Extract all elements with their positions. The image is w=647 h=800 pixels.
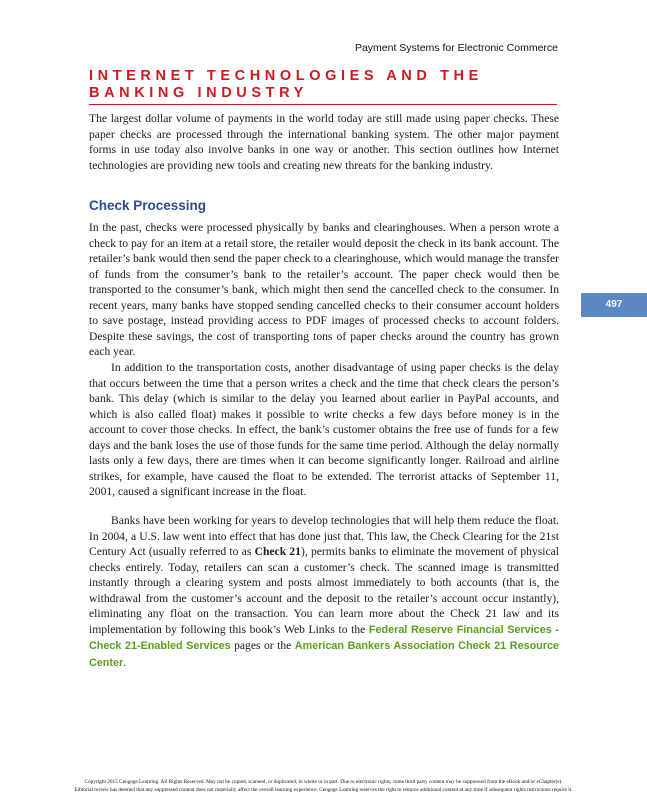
paragraph-1: In the past, checks were processed physically by banks and clearinghouses. When a person wrote a check to pay for an item at a retail store, the retailer would deposit the check in its bank account. The retailer’s bank would then send the paper check to a clearinghouse, which would manage the transfer of funds from the consumer’s bank to the retailer’s account. The paper check would then be transported to the consumer’s bank, which might then send the cancelled check to the consumer. In recent years, many banks have stopped sending cancelled checks to their consumer account holders to save postage, instead providing access to PDF images of processed checks to account folders. Despite these savings, the cost of transporting tons of paper checks around the country has grown each year. <box>89 221 559 358</box>
aba-check21-link[interactable]: American Bankers Association Check 21 Resource Center <box>89 640 559 669</box>
section-title: INTERNET TECHNOLOGIES AND THE BANKING INDUSTRY <box>89 68 483 101</box>
p3-text-3: pages or the <box>230 639 295 652</box>
copyright-footer-line-2: Editorial review has deemed that any suppressed content does not materially affect the overall learning experience. Cengage Learning reserves the right to remove additional content at any time if subsequent rights restrictions require it. <box>74 787 573 793</box>
intro-paragraph: The largest dollar volume of payments in the world today are still made using paper checks. These paper checks are processed through the international banking system. The other major payment forms in use today also involve banks in one way or another. This section outlines how Internet technologies are providing new tools and creating new threats for the banking industry. <box>89 112 559 172</box>
copyright-footer-line-1: Copyright 2015 Cengage Learning. All Rights Reserved. May not be copied, scanned, or duplicated, in whole or in part. Due to electronic rights, some third party content may be suppressed from the eBook and/or eChapter(s). <box>84 779 563 785</box>
running-head: Payment Systems for Electronic Commerce <box>354 42 558 54</box>
p3-text-2: ), permits banks to eliminate the movement of physical checks entirely. Today, retailers can scan a customer’s check. The scanned image is transmitted instantly through a clearing system and posts almost immediately to both accounts (that is, the withdrawal from the customer’s account and the deposit to the retailer’s account occur instantly), eliminating any float on the transaction. You can learn more about the Check 21 law and its implementation by following this book’s Web Links to the <box>89 545 559 636</box>
federal-reserve-link[interactable]: Federal Reserve Financial Services - Check 21-Enabled Services <box>89 623 560 652</box>
page-number-tab: 497 <box>581 293 647 317</box>
paragraph-2: In addition to the transportation costs, another disadvantage of using paper checks is the delay that occurs between the time that a person writes a check and the time that check clears the person’s bank. This delay (which is similar to the delay you learned about earlier in PayPal accounts, and which is also called float) makes it possible to write checks a few days before money is in the account to cover those checks. In effect, the bank’s customer obtains the free use of funds for a few days and the bank loses the use of those funds for the same time period. Although the delay normally lasts only a few days, there are times when it can become significantly longer. Railroad and airline strikes, for example, have caused the float to be extended. The terrorist attacks of September 11, 2001, caused a significant increase in the float. <box>89 361 559 498</box>
paragraph-3 <box>89 513 559 671</box>
subhead-check-processing: Check Processing <box>89 198 207 213</box>
check21-term: Check 21 <box>254 545 301 558</box>
p3-text-4: . <box>123 655 127 669</box>
p3-text-1: Banks have been working for years to develop technologies that will help them reduce the float. In 2004, a U.S. law went into effect that has done just that. This law, the Check Clearing for the 21st Century Act (usually referred to as <box>89 514 559 558</box>
title-rule <box>89 104 557 105</box>
